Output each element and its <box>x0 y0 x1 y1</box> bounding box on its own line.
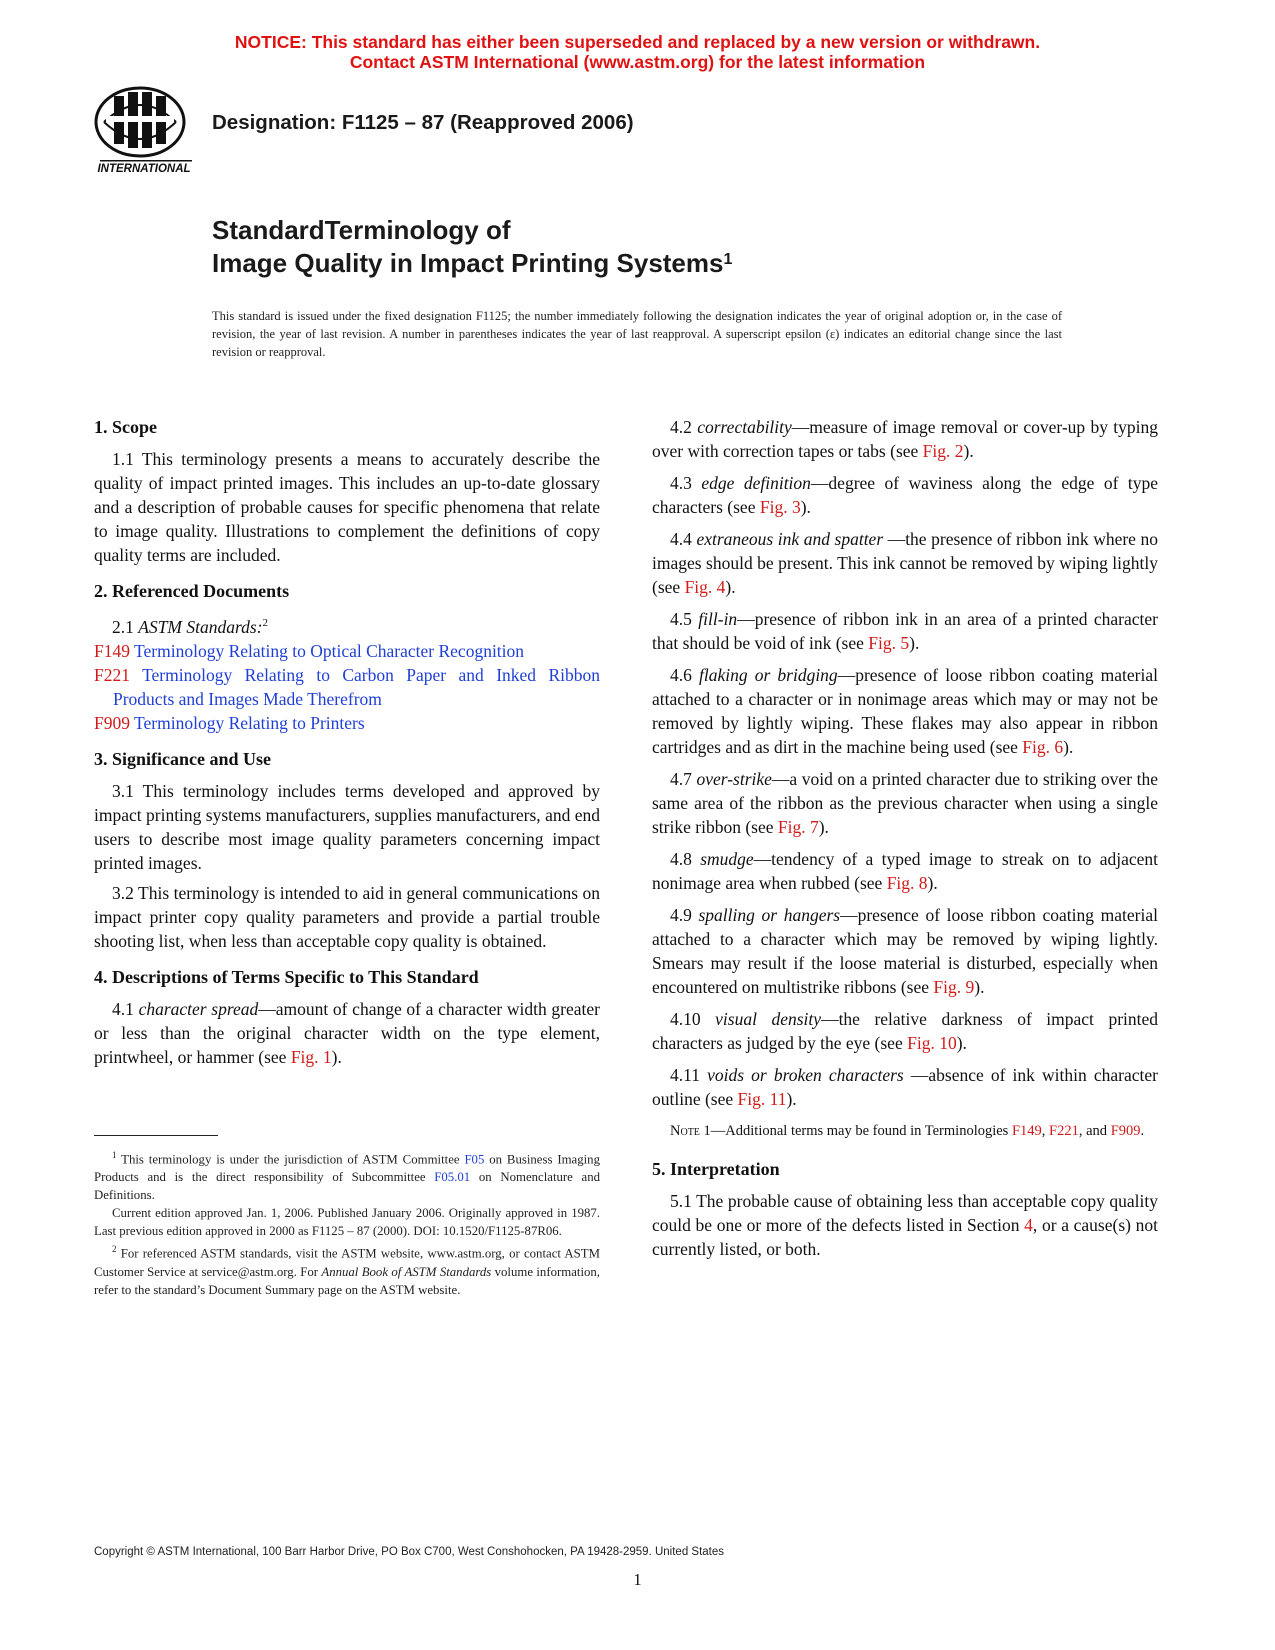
footnote-mark-2: 2 <box>262 617 269 629</box>
term-end: ). <box>927 873 938 893</box>
logo-text: INTERNATIONAL <box>97 163 191 175</box>
ref-item-f149[interactable] <box>94 639 600 663</box>
fig-link[interactable]: Fig. 10 <box>907 1033 957 1053</box>
term-def: —tendency of a typed image to streak on to adjacent nonimage area when rubbed (see <box>652 849 1159 893</box>
title-footnote-mark: 1 <box>723 251 733 268</box>
fig-link[interactable]: Fig. 8 <box>886 873 928 893</box>
term-4-2 <box>652 415 1158 463</box>
term-4-4 <box>652 527 1158 599</box>
note-sep: , <box>1041 1123 1050 1139</box>
term-num: 4.5 <box>670 609 699 629</box>
term-4-10 <box>652 1007 1158 1055</box>
note-1 <box>652 1121 1158 1141</box>
term-name: edge definition <box>701 473 811 493</box>
term-end: ). <box>1063 737 1074 757</box>
notice-line-2: Contact ASTM International (www.astm.org) for the latest information <box>349 52 926 72</box>
issued-note: This standard is issued under the fixed designation F1125; the number immediately following the designation indicates the year of original adoption or, in the case of revision, the year of last revision. A number in parentheses indicates the year of last reapproval. A superscript epsilon (ε) indicates an editorial change since the last revision or reapproval. <box>212 309 1062 359</box>
note-ref-f221[interactable]: F221 <box>1049 1123 1079 1139</box>
ref-code-f221[interactable]: F221 <box>94 664 130 685</box>
fig-link[interactable]: Fig. 7 <box>777 817 819 837</box>
term-def: —presence of loose ribbon coating material attached to a character or in nonimage areas which may or may not be removed by lightly wiping. These flakes may also appear in ribbon cartridges and as dirt in the machine being used (see <box>652 665 1159 757</box>
footnote-2-text-a: For referenced ASTM standards, visit the ASTM website, www.astm.org, or contact ASTM Customer Service at service@astm.org. For <box>94 1246 600 1279</box>
footnote-2-mark: 2 <box>112 1244 117 1255</box>
document-title <box>212 214 732 280</box>
term-def: —presence of loose ribbon coating material attached to a character which may be removed by wiping lightly. Smears may result if the loose material is disturbed, especially when encountered on multistrike ribbons (see <box>652 905 1158 997</box>
footnote-1-text-c: on Nomenclature and Definitions. <box>94 1170 601 1203</box>
paragraph-5-1-start: 5.1 The probable cause of obtaining less than acceptable copy quality could be one or more of the defects listed in Section <box>652 1191 1158 1235</box>
term-num: 4.11 <box>670 1065 708 1085</box>
footnote-1-edition: Current edition approved Jan. 1, 2006. Published January 2006. Originally approved in 1987. Last previous edition approved in 2000 as F1125 – 87 (2000). DOI: 10.1520/F1125-87R06. <box>94 1206 600 1239</box>
term-def: —presence of ribbon ink in an area of a printed character that should be void of ink (see <box>652 609 1158 653</box>
footnote-2-book-title: Annual Book of ASTM Standards <box>321 1264 492 1279</box>
astm-logo <box>92 84 196 178</box>
fig-link[interactable]: Fig. 3 <box>759 497 801 517</box>
term-end: ). <box>909 633 920 653</box>
term-name: flaking or bridging <box>699 665 838 685</box>
page-number: 1 <box>633 1570 642 1589</box>
term-name: extraneous ink and spatter <box>696 529 884 549</box>
withdrawal-notice <box>0 32 1275 72</box>
term-end: ). <box>725 577 736 597</box>
designation: Designation: F1125 – 87 (Reapproved 2006) <box>212 111 634 134</box>
paragraph-3-2: 3.2 This terminology is intended to aid in general communications on impact printer copy quality parameters and provide a partial trouble shooting list, when less than acceptable copy quality is obtained. <box>94 882 600 951</box>
paragraph-2-1-num: 2.1 <box>112 616 139 637</box>
term-num: 4.3 <box>670 473 702 493</box>
ref-title-f909[interactable]: Terminology Relating to Printers <box>129 712 365 733</box>
left-column <box>94 415 600 1069</box>
subcommittee-f05-01-link[interactable]: F05.01 <box>434 1170 471 1185</box>
term-name: spalling or hangers <box>698 905 841 925</box>
term-num: 4.10 <box>670 1009 716 1029</box>
ref-code-f149[interactable]: F149 <box>94 640 130 661</box>
term-name: visual density <box>715 1009 822 1029</box>
footnote-divider <box>94 1135 218 1136</box>
term-end: ). <box>331 1046 342 1067</box>
note-sep: , and <box>1078 1123 1111 1139</box>
ref-item-f221[interactable] <box>94 663 600 711</box>
section-heading-interpretation: 5. Interpretation <box>652 1159 780 1179</box>
term-name: correctability <box>697 417 792 437</box>
ref-title-f221[interactable]: Terminology Relating to Carbon Paper and Inked Ribbon Products and Images Made Therefrom <box>113 664 600 709</box>
paragraph-5-1 <box>652 1189 1158 1261</box>
ref-title-f149[interactable]: Terminology Relating to Optical Character Recognition <box>129 640 525 661</box>
section-heading-descriptions: 4. Descriptions of Terms Specific to This Standard <box>94 966 479 987</box>
fig-link[interactable]: Fig. 1 <box>290 1046 332 1067</box>
fig-link[interactable]: Fig. 5 <box>868 633 910 653</box>
footnote-2-text-b: volume information, refer to the standard’s Document Summary page on the ASTM website. <box>94 1264 600 1297</box>
term-end: ). <box>818 817 829 837</box>
term-end: ). <box>974 977 985 997</box>
term-num: 4.6 <box>670 665 699 685</box>
term-num: 4.1 <box>112 998 139 1019</box>
title-line-2-text: Image Quality in Impact Printing Systems <box>212 248 724 278</box>
term-def: —amount of change of a character width greater or less than the original character width on the type element, printwheel, or hammer (see <box>94 998 600 1067</box>
astm-standards-label: ASTM Standards: <box>138 616 263 637</box>
note-text: 1—Additional terms may be found in Terminologies <box>699 1123 1012 1139</box>
term-name: character spread <box>138 998 259 1019</box>
paragraph-2-1 <box>94 611 600 639</box>
term-4-9 <box>652 903 1158 999</box>
committee-f05-link[interactable]: F05 <box>464 1152 485 1167</box>
footnote-1 <box>94 1146 600 1204</box>
term-def: —the relative darkness of impact printed characters as judged by the eye (see <box>652 1009 1159 1053</box>
ref-item-f909[interactable] <box>94 711 600 735</box>
term-4-11 <box>652 1063 1158 1111</box>
note-end: . <box>1140 1123 1145 1139</box>
term-end: ). <box>786 1089 797 1109</box>
footnote-2 <box>94 1240 600 1298</box>
right-column <box>652 415 1158 1261</box>
fig-link[interactable]: Fig. 4 <box>684 577 726 597</box>
section-heading-significance: 3. Significance and Use <box>94 748 272 769</box>
term-4-7 <box>652 767 1158 839</box>
section-4-link[interactable]: 4 <box>1024 1215 1033 1235</box>
term-num: 4.9 <box>670 905 699 925</box>
term-def: —degree of waviness along the edge of type characters (see <box>652 473 1158 517</box>
footnote-1-text-a: This terminology is under the jurisdiction of ASTM Committee <box>116 1152 465 1167</box>
term-def: —measure of image removal or cover-up by typing over with correction tapes or tabs (see <box>652 417 1159 461</box>
term-num: 4.2 <box>670 417 698 437</box>
title-line-2 <box>212 247 732 280</box>
term-name: fill-in <box>698 609 738 629</box>
term-def: —absence of ink within character outline (see <box>652 1065 1158 1109</box>
term-num: 4.8 <box>670 849 701 869</box>
notice-line-1: NOTICE: This standard has either been superseded and replaced by a new version or withdrawn. <box>234 32 1041 52</box>
term-end: ). <box>963 441 974 461</box>
paragraph-3-1: 3.1 This terminology includes terms developed and approved by impact printing systems manufacturers, supplies manufacturers, and end users to describe most image quality parameters concerning impact printed images. <box>94 780 600 873</box>
term-end: ). <box>800 497 811 517</box>
term-4-3 <box>652 471 1158 519</box>
note-label: Note <box>670 1123 700 1139</box>
term-num: 4.7 <box>670 769 697 789</box>
term-def: —the presence of ribbon ink where no images should be present. This ink cannot be removed by wiping lightly (see <box>652 529 1159 597</box>
fig-link[interactable]: Fig. 11 <box>737 1089 787 1109</box>
fig-link[interactable]: Fig. 2 <box>922 441 964 461</box>
section-heading-scope: 1. Scope <box>94 417 157 437</box>
term-name: smudge <box>700 849 754 869</box>
copyright: Copyright © ASTM International, 100 Barr Harbor Drive, PO Box C700, West Conshohocken, PA 19428-2959. United States <box>94 1546 725 1558</box>
footnote-1-text-b: on Business Imaging Products and is the direct responsibility of Subcommittee <box>94 1152 600 1185</box>
term-name: over-strike <box>696 769 772 789</box>
footnote-1-mark: 1 <box>112 1150 117 1160</box>
note-ref-f149[interactable]: F149 <box>1011 1123 1042 1139</box>
fig-link[interactable]: Fig. 6 <box>1022 737 1064 757</box>
paragraph-1-1: 1.1 This terminology presents a means to accurately describe the quality of impact printed images. This includes an up-to-date glossary and a description of probable causes for specific phenomena that relate to image quality. Illustrations to complement the definitions of copy quality terms are included. <box>94 449 600 565</box>
term-def: —a void on a printed character due to striking over the same area of the ribbon as the previous character when using a single strike ribbon (see <box>652 769 1158 837</box>
term-4-8 <box>652 847 1158 895</box>
term-name: voids or broken characters <box>707 1065 904 1085</box>
term-4-6 <box>652 663 1158 759</box>
note-ref-f909[interactable]: F909 <box>1110 1123 1141 1139</box>
fig-link[interactable]: Fig. 9 <box>933 977 975 997</box>
title-line-1: StandardTerminology of <box>212 215 511 245</box>
term-4-1 <box>94 997 600 1069</box>
section-heading-referenced: 2. Referenced Documents <box>94 581 290 601</box>
footnotes <box>94 1146 600 1299</box>
term-end: ). <box>956 1033 967 1053</box>
term-4-5 <box>652 607 1158 655</box>
paragraph-5-1-end: , or a cause(s) not currently listed, or both. <box>652 1215 1158 1259</box>
term-num: 4.4 <box>670 529 697 549</box>
ref-code-f909[interactable]: F909 <box>94 712 130 733</box>
